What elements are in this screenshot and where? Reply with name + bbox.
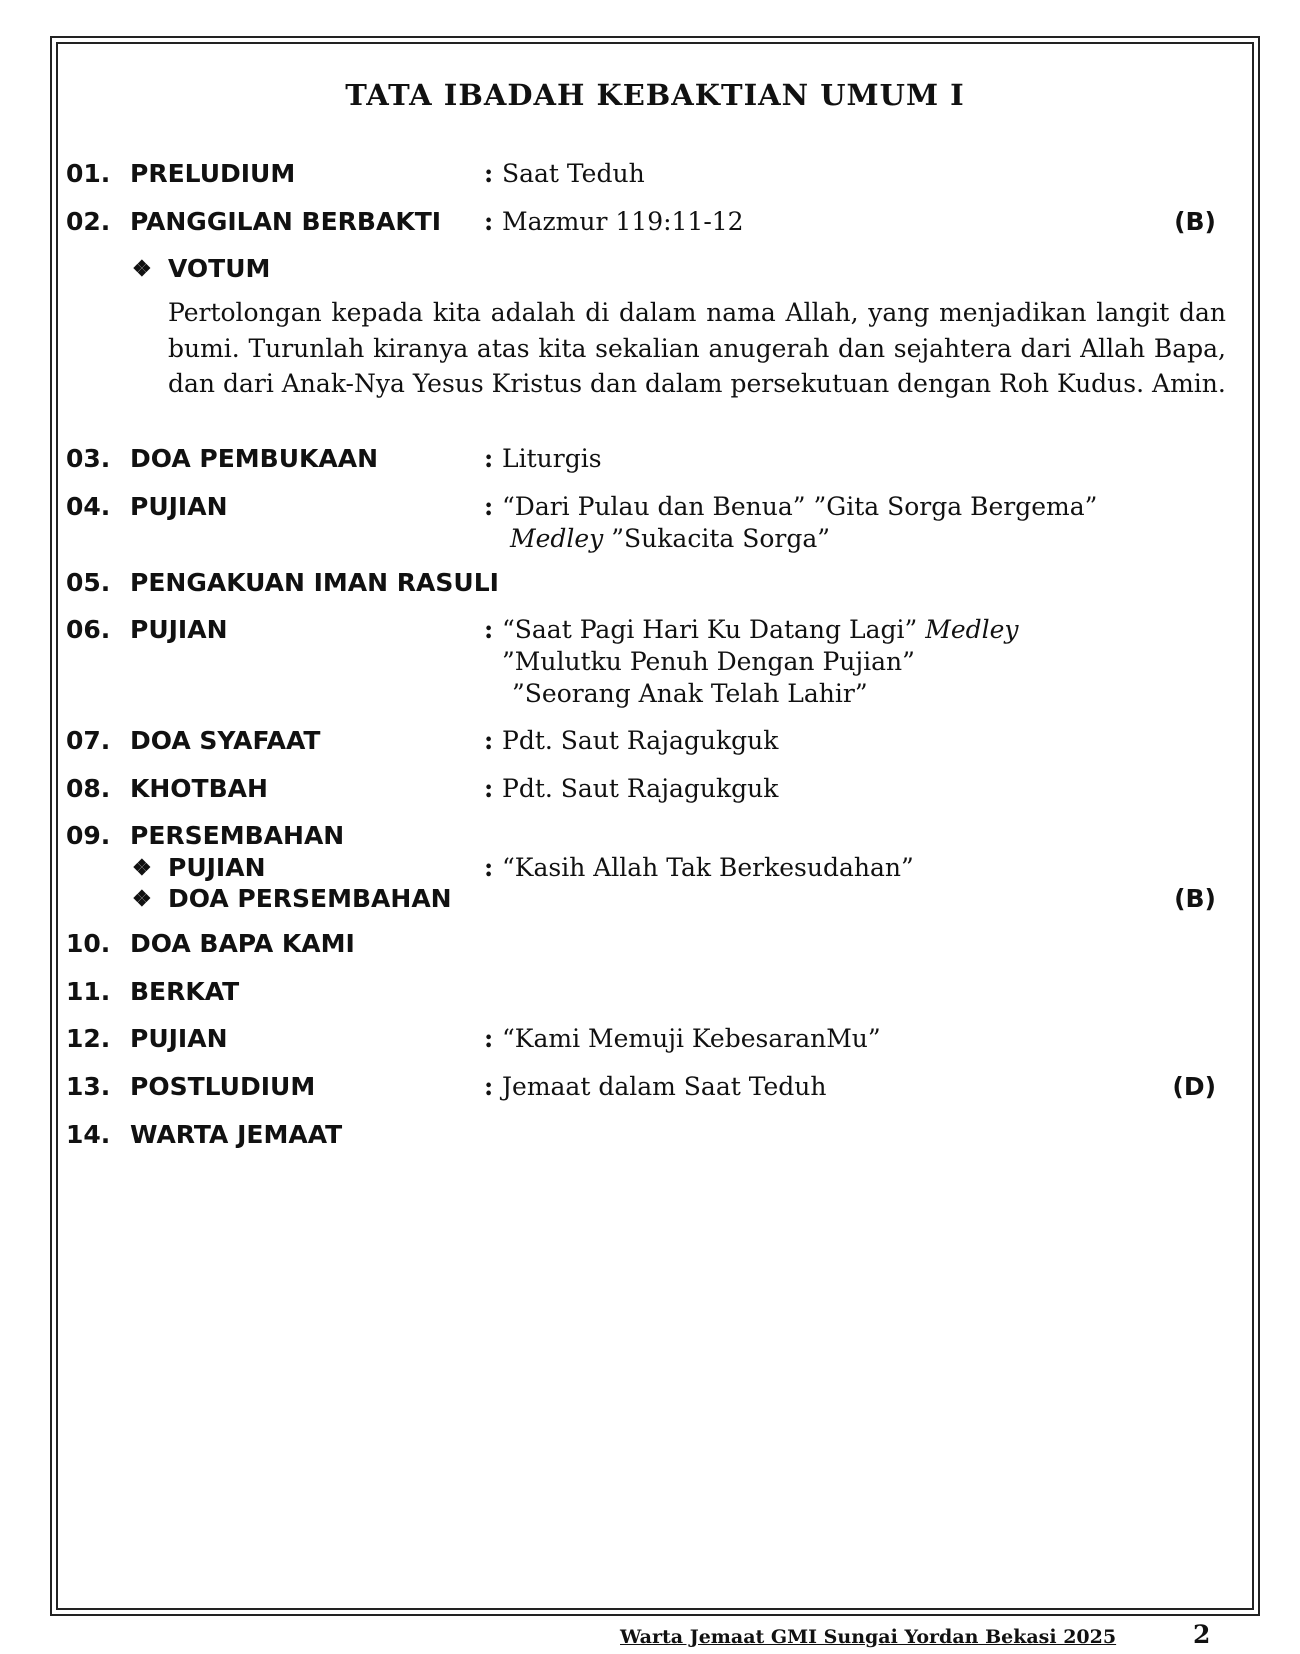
item-value: “Kami Memuji KebesaranMu” <box>502 1024 881 1053</box>
list-item-02 <box>66 205 1246 239</box>
item-number: 04. <box>66 492 111 521</box>
item-label: WARTA JEMAAT <box>130 1120 343 1149</box>
item-label: PANGGILAN BERBAKTI <box>130 207 442 236</box>
page-number: 2 <box>1193 1620 1211 1649</box>
diamond-bullet-icon: ❖ <box>132 886 152 912</box>
item-number: 06. <box>66 615 111 644</box>
item-label: BERKAT <box>130 977 240 1006</box>
item-colon: : <box>484 1072 494 1101</box>
item-number: 14. <box>66 1120 111 1149</box>
item-colon: : <box>484 1024 494 1053</box>
votum-heading <box>66 252 1246 286</box>
item-colon: : <box>484 615 494 644</box>
item-label: PERSEMBAHAN <box>130 821 345 850</box>
votum-text: Pertolongan kepada kita adalah di dalam nama Allah, yang menjadikan langit dan bumi. Turunlah kiranya atas kita sekalian anugerah dan sejahtera dari Allah Bapa, dan dari Anak-Nya Yesus Kristus dan dalam persekutuan dengan Roh Kudus. Amin. <box>168 298 1226 398</box>
item-code: (D) <box>1172 1072 1216 1101</box>
list-item-07 <box>66 724 1246 758</box>
item-colon: : <box>484 774 494 803</box>
list-item-06 <box>66 613 1246 647</box>
item-value: Mazmur 119:11-12 <box>502 207 744 236</box>
item-colon: : <box>484 492 494 521</box>
song-title: ”Sukacita Sorga” <box>603 524 831 553</box>
list-item-14 <box>66 1118 1246 1152</box>
item-value: Pdt. Saut Rajagukguk <box>502 726 779 755</box>
diamond-bullet-icon: ❖ <box>132 855 152 881</box>
item-value: “Dari Pulau dan Benua” ”Gita Sorga Bergema” <box>502 492 1098 521</box>
item-colon: : <box>484 726 494 755</box>
list-item-10 <box>66 927 1246 961</box>
item-code: (B) <box>1174 884 1216 913</box>
list-item-05 <box>66 566 1246 600</box>
item-label: PUJIAN <box>130 615 228 644</box>
persembahan-sub-item <box>66 851 1246 885</box>
item-number: 07. <box>66 726 111 755</box>
item-label: PUJIAN <box>130 492 228 521</box>
list-item-13 <box>66 1070 1246 1104</box>
persembahan-sub-item <box>66 882 1246 916</box>
item-label: PRELUDIUM <box>130 159 296 188</box>
item-number: 03. <box>66 444 111 473</box>
item-label: DOA PERSEMBAHAN <box>168 884 452 913</box>
item-number: 11. <box>66 977 111 1006</box>
list-item-08 <box>66 772 1246 806</box>
list-item-09 <box>66 819 1246 853</box>
item-label: PENGAKUAN IMAN RASULI <box>130 568 499 597</box>
medley-label: Medley <box>925 615 1019 644</box>
item-label: POSTLUDIUM <box>130 1072 316 1101</box>
song-title: “Saat Pagi Hari Ku Datang Lagi” <box>502 615 926 644</box>
votum-label: VOTUM <box>168 254 271 283</box>
item-value: Jemaat dalam Saat Teduh <box>502 1072 827 1101</box>
item-value-continuation: ”Seorang Anak Telah Lahir” <box>512 679 868 708</box>
item-number: 05. <box>66 568 111 597</box>
item-number: 10. <box>66 929 111 958</box>
list-item-01 <box>66 157 1246 191</box>
item-label: DOA PEMBUKAAN <box>130 444 379 473</box>
item-label: DOA BAPA KAMI <box>130 929 355 958</box>
medley-label: Medley <box>510 524 604 553</box>
item-number: 13. <box>66 1072 111 1101</box>
item-number: 01. <box>66 159 111 188</box>
item-colon: : <box>484 159 494 188</box>
item-value-continuation: ”Mulutku Penuh Dengan Pujian” <box>502 647 915 676</box>
item-colon: : <box>484 444 494 473</box>
item-code: (B) <box>1174 207 1216 236</box>
footer-text: Warta Jemaat GMI Sungai Yordan Bekasi 2025 <box>620 1626 1117 1648</box>
item-value: “Kasih Allah Tak Berkesudahan” <box>502 853 914 882</box>
item-number: 09. <box>66 821 111 850</box>
item-number: 12. <box>66 1024 111 1053</box>
item-label: PUJIAN <box>130 1024 228 1053</box>
diamond-bullet-icon: ❖ <box>132 256 152 282</box>
item-value-continuation <box>510 522 830 556</box>
item-value: Pdt. Saut Rajagukguk <box>502 774 779 803</box>
item-number: 02. <box>66 207 111 236</box>
item-value: Saat Teduh <box>502 159 645 188</box>
list-item-12 <box>66 1022 1246 1056</box>
item-colon: : <box>484 853 494 882</box>
item-label: PUJIAN <box>168 853 266 882</box>
item-value <box>502 613 1019 647</box>
list-item-11 <box>66 975 1246 1009</box>
list-item-03 <box>66 442 1246 476</box>
item-colon: : <box>484 207 494 236</box>
item-number: 08. <box>66 774 111 803</box>
item-label: KHOTBAH <box>130 774 268 803</box>
page-title: TATA IBADAH KEBAKTIAN UMUM I <box>345 78 965 112</box>
list-item-04 <box>66 490 1246 524</box>
item-label: DOA SYAFAAT <box>130 726 321 755</box>
item-value: Liturgis <box>502 444 602 473</box>
